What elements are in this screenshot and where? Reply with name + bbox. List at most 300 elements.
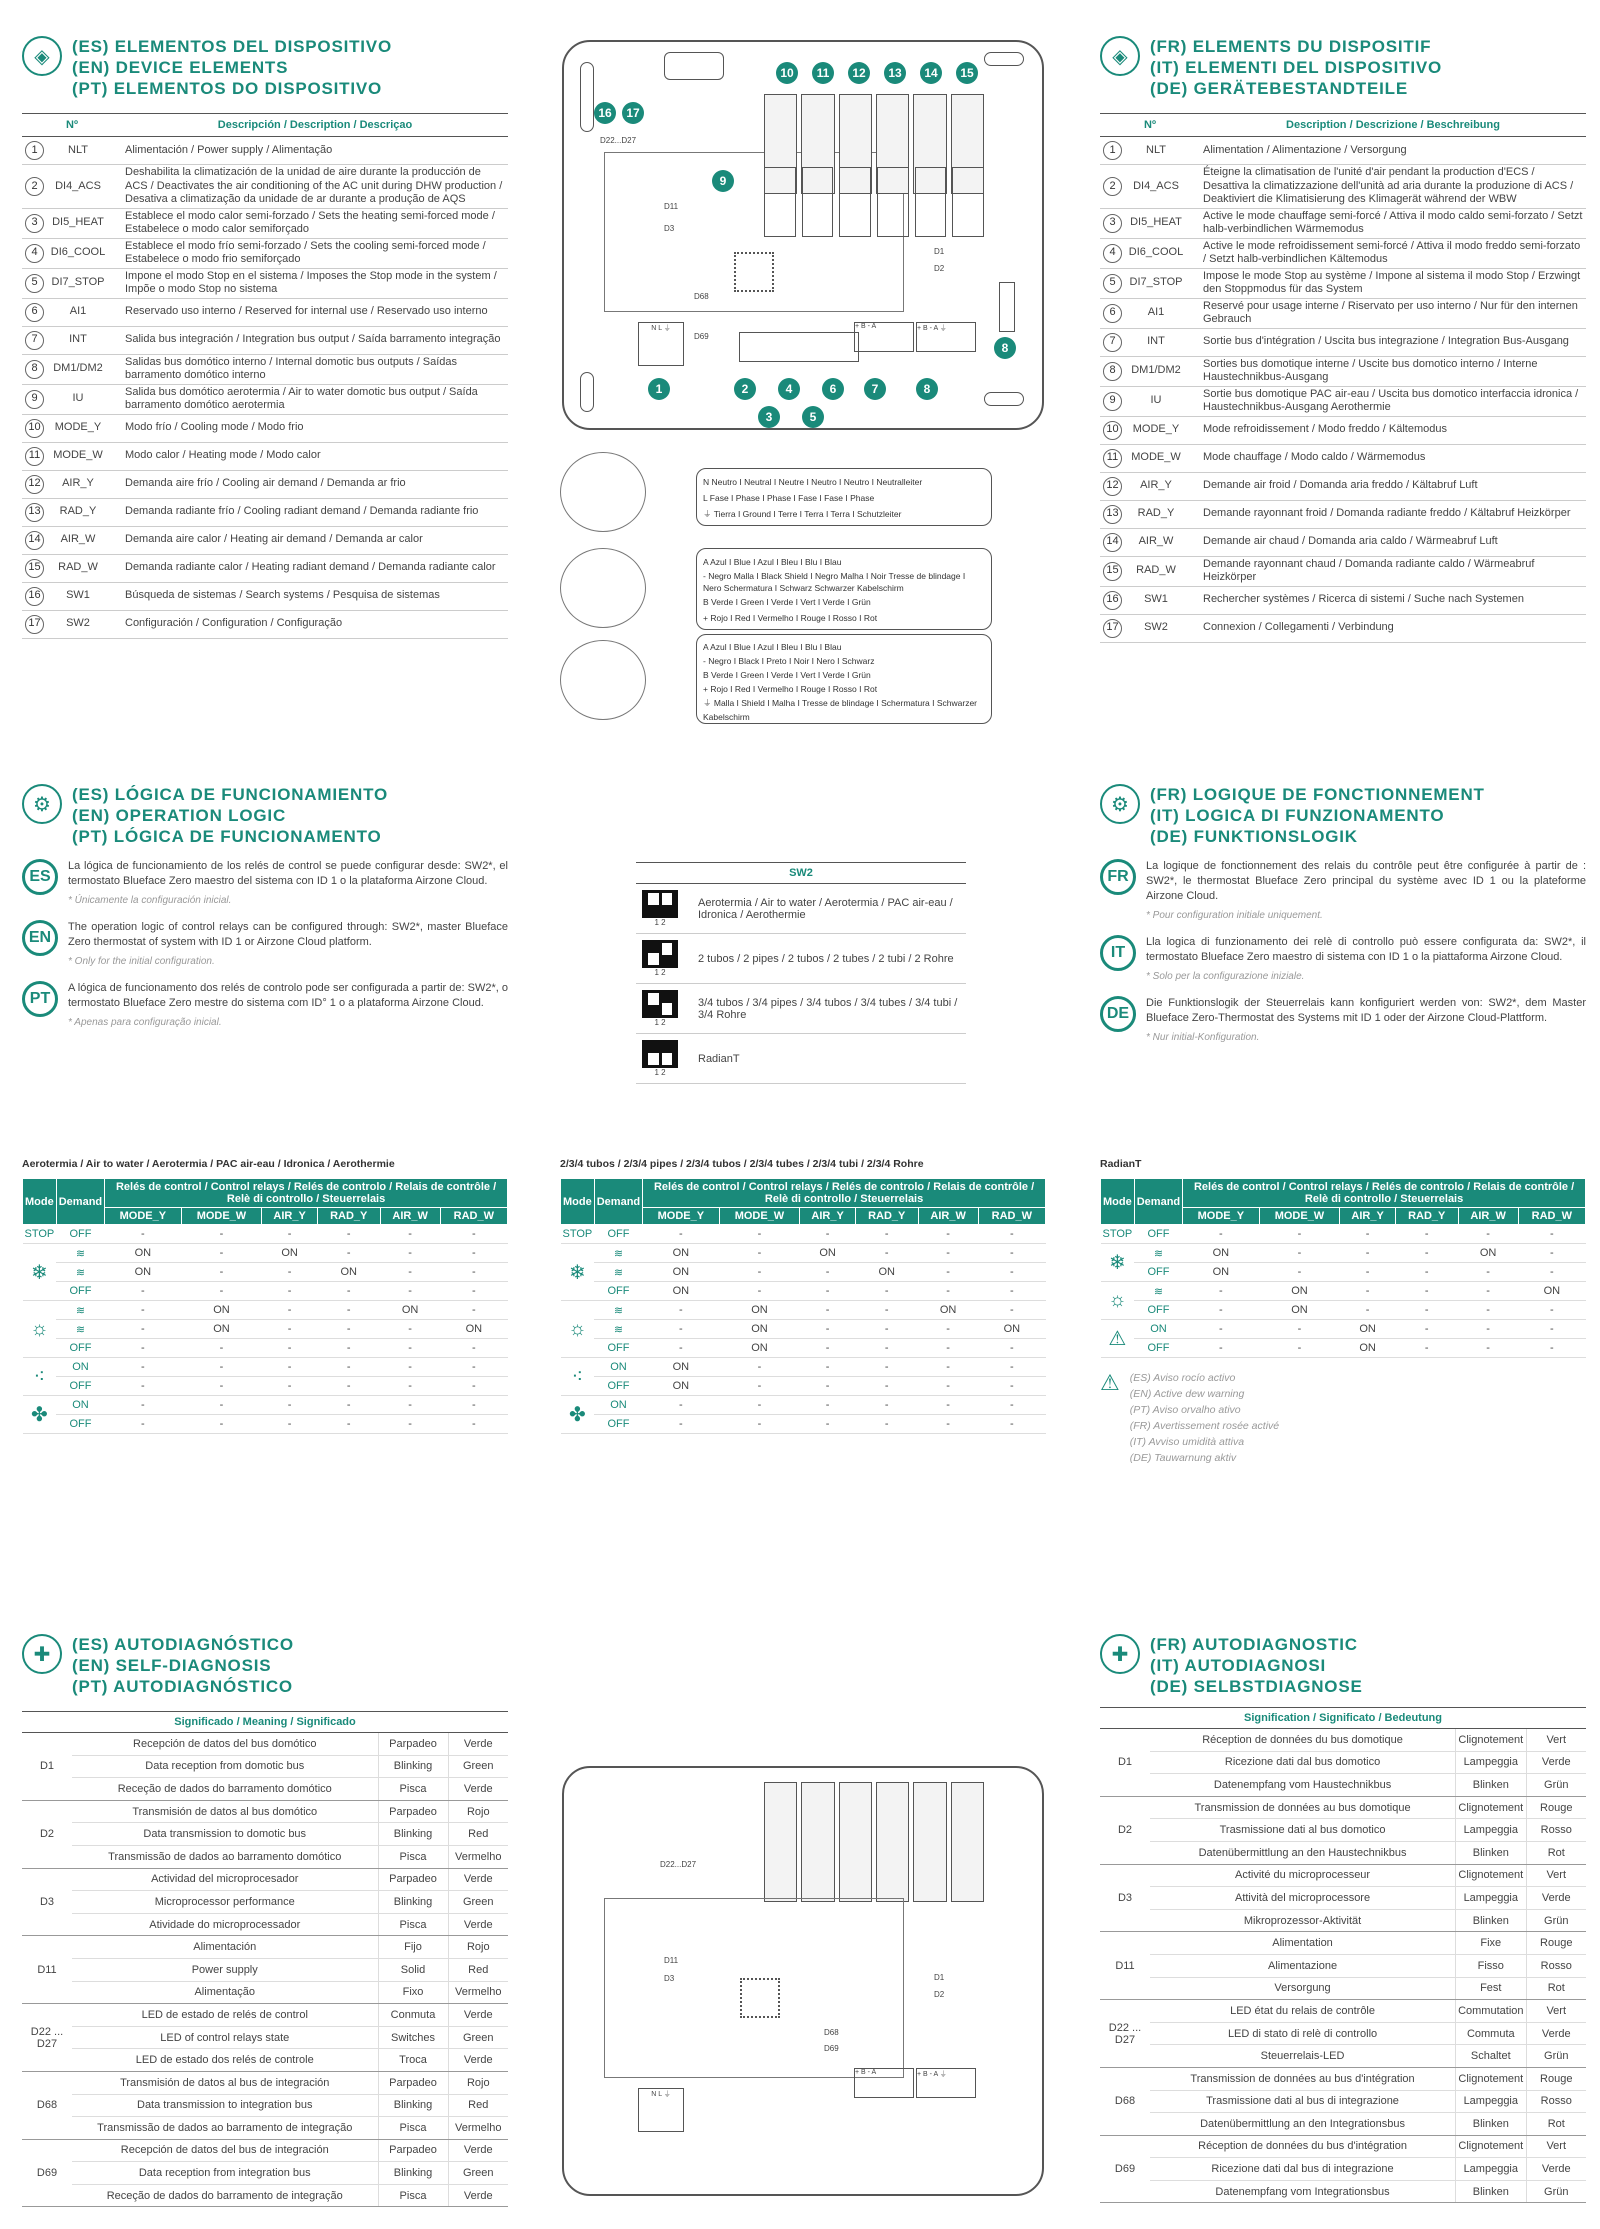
table-row <box>1100 328 1586 356</box>
relay-cell: - <box>262 1282 318 1301</box>
relay-cell: - <box>978 1225 1045 1244</box>
element-description: Connexion / Collegamenti / Verbindung <box>1200 614 1586 642</box>
relay-cell: - <box>855 1415 918 1434</box>
relay-cell: - <box>181 1225 262 1244</box>
board-slot <box>984 52 1024 66</box>
element-description: Establece el modo frío semi-forzado / Sets the cooling semi-forced mode / Estabelece o modo frio semiforçado <box>122 238 508 268</box>
paragraph-text: The operation logic of control relays can be configured through: SW2*, master Blueface Zero thermostat of system with ID 1 or Airzone Cloud platform. <box>68 921 508 948</box>
int-terminal: + B - A <box>854 2068 914 2098</box>
relay-cell: - <box>643 1320 719 1339</box>
logic-paragraph <box>1100 859 1586 921</box>
table-row <box>22 1823 508 1846</box>
relay-cell: - <box>855 1358 918 1377</box>
element-code: INT <box>1147 335 1165 348</box>
device-table <box>22 113 508 639</box>
meaning: Versorgung <box>1150 1977 1456 2000</box>
relay-cell: - <box>800 1225 856 1244</box>
table-row <box>22 554 508 582</box>
color: Rouge <box>1526 1796 1586 1819</box>
table-row <box>22 1958 508 1981</box>
sw2-row <box>636 884 966 934</box>
callout-5: 5 <box>802 406 824 428</box>
table-row <box>22 1981 508 2004</box>
meaning: Alimentazione <box>1150 1954 1456 1977</box>
table-row <box>22 354 508 384</box>
relay-table <box>1100 1178 1586 1358</box>
color: Vert <box>1526 1729 1586 1752</box>
element-description: Demande rayonnant froid / Domanda radiante freddo / Kältabruf Heizkörper <box>1200 500 1586 528</box>
meaning: Atividade do microprocessador <box>72 1913 378 1936</box>
iu-terminal <box>999 282 1015 332</box>
led-label: D22...D27 <box>660 1860 697 1869</box>
color: Green <box>448 2026 508 2049</box>
relay-cell: - <box>918 1377 978 1396</box>
state: Blinking <box>378 1891 448 1914</box>
relay-cell: - <box>317 1225 380 1244</box>
state: Fixe <box>1456 1932 1526 1955</box>
element-description: Modo calor / Heating mode / Modo calor <box>122 442 508 470</box>
warning-icon: ⚠ <box>1108 1328 1127 1350</box>
callout-15: 15 <box>956 62 978 84</box>
color: Rouge <box>1526 2067 1586 2090</box>
logic-paragraph <box>1100 996 1586 1043</box>
col-relay: AIR_Y <box>1340 1208 1396 1225</box>
table-row <box>22 2117 508 2140</box>
table-row <box>23 1339 508 1358</box>
sw2-row <box>636 1034 966 1084</box>
color: Verde <box>448 2049 508 2072</box>
relay-cell: - <box>855 1225 918 1244</box>
relay-cell: ON <box>1259 1301 1340 1320</box>
state: Parpadeo <box>378 1733 448 1756</box>
state: Troca <box>378 2049 448 2072</box>
dew-icon: ⁖ <box>33 1366 46 1388</box>
relay-cell: - <box>317 1396 380 1415</box>
device-table <box>1100 113 1586 643</box>
relay-cell: - <box>1340 1263 1396 1282</box>
element-code: RAD_Y <box>1137 507 1175 520</box>
relay-cell: - <box>719 1358 800 1377</box>
row-number: 14 <box>25 531 44 550</box>
relay-table <box>560 1178 1046 1434</box>
state: Clignotement <box>1456 2067 1526 2090</box>
meaning: Trasmissione dati al bus di integrazione <box>1150 2090 1456 2113</box>
mode-stop: STOP <box>23 1225 57 1244</box>
col-relay: AIR_W <box>918 1208 978 1225</box>
state: Parpadeo <box>378 1868 448 1891</box>
diag-head: Signification / Significato / Bedeutung <box>1100 1708 1586 1729</box>
row-number: 7 <box>1103 333 1122 352</box>
meaning: Ricezione dati dal bus di integrazione <box>1150 2158 1456 2181</box>
element-description: Salida bus integración / Integration bus output / Saída barramento integração <box>122 326 508 354</box>
mode-stop: STOP <box>1101 1225 1135 1244</box>
relay-cell: - <box>1395 1225 1458 1244</box>
table-row <box>1100 1864 1586 1887</box>
footnote: * Only for the initial configuration. <box>68 956 215 967</box>
relay-cell: - <box>719 1415 800 1434</box>
relay-cell: - <box>978 1377 1045 1396</box>
state: Clignotement <box>1456 1796 1526 1819</box>
footnote: * Pour configuration initiale uniquement. <box>1146 910 1323 921</box>
relay-table <box>22 1178 508 1434</box>
row-number: 7 <box>25 331 44 350</box>
board-slot <box>580 372 594 412</box>
relay-cell: - <box>317 1282 380 1301</box>
element-description: Demanda aire frío / Cooling air demand / Demanda ar frio <box>122 470 508 498</box>
color: Rosso <box>1526 1954 1586 1977</box>
title-line: (FR) AUTODIAGNOSTIC <box>1150 1635 1358 1654</box>
row-number: 9 <box>25 390 44 409</box>
element-description: Sorties bus domotique interne / Uscite bus domotico interno / Interne Haustechnikbus-Ausgang <box>1200 356 1586 386</box>
row-number: 4 <box>25 244 44 263</box>
color: Vermelho <box>448 1981 508 2004</box>
dip-switch-label: 1 2 <box>654 968 666 977</box>
table-row <box>1100 1796 1586 1819</box>
element-description: Demanda radiante frío / Cooling radiant demand / Demanda radiante frio <box>122 498 508 526</box>
element-code: AIR_W <box>60 533 96 546</box>
relay-cell: - <box>1183 1301 1259 1320</box>
relay-cell: - <box>1395 1263 1458 1282</box>
meaning: Receção de dados do barramento de integração <box>72 2184 378 2207</box>
chip <box>740 1978 780 2018</box>
relay-cell: - <box>1458 1320 1518 1339</box>
state: Fixo <box>378 1981 448 2004</box>
table-row <box>22 208 508 238</box>
relay-cell: - <box>918 1415 978 1434</box>
demand-icon: ≋ <box>1153 1285 1164 1298</box>
callout-17: 17 <box>622 102 644 124</box>
color: Verde <box>448 1868 508 1891</box>
table-row <box>561 1244 1046 1263</box>
dew-icon: ⁖ <box>571 1366 584 1388</box>
relay-cell: - <box>1458 1263 1518 1282</box>
table-row <box>23 1358 508 1377</box>
row-number: 16 <box>25 587 44 606</box>
table-row <box>22 414 508 442</box>
relay-cell: - <box>262 1301 318 1320</box>
element-description: Búsqueda de sistemas / Search systems / Pesquisa de sistemas <box>122 582 508 610</box>
led-label: D2 <box>934 1990 945 1999</box>
led-id: D3 <box>1100 1864 1150 1932</box>
color: Green <box>448 1891 508 1914</box>
paragraph-text: Die Funktionslogik der Steuerrelais kann konfiguriert werden von: SW2*, dem Master Blueface Zero-Thermostat des Systems mit ID 1 oder der Airzone Cloud-Plattform. <box>1146 997 1586 1024</box>
table-row <box>561 1396 1046 1415</box>
led-id: D69 <box>1100 2135 1150 2203</box>
element-description: Alimentación / Power supply / Alimentação <box>122 137 508 165</box>
col-relay: AIR_W <box>380 1208 440 1225</box>
relay-cell: - <box>978 1244 1045 1263</box>
relay-cell: - <box>1458 1225 1518 1244</box>
col-mode: Mode <box>1101 1179 1135 1225</box>
color: Grün <box>1526 2180 1586 2203</box>
element-description: Reservé pour usage interne / Riservato per uso interno / Nur für den internen Gebrauch <box>1200 298 1586 328</box>
row-number: 3 <box>25 214 44 233</box>
relay-cell: - <box>918 1263 978 1282</box>
table-row <box>22 326 508 354</box>
meaning: LED état du relais de contrôle <box>1150 2000 1456 2023</box>
table-row <box>1101 1339 1586 1358</box>
col-mode: Mode <box>561 1179 595 1225</box>
relay-cell: ON <box>918 1301 978 1320</box>
meaning: Microprocessor performance <box>72 1891 378 1914</box>
relay-cell: - <box>800 1396 856 1415</box>
table-row <box>1101 1301 1586 1320</box>
callout-9: 9 <box>712 170 734 192</box>
relay-cell: - <box>105 1282 181 1301</box>
relay-cell: - <box>440 1263 507 1282</box>
table-row <box>22 238 508 268</box>
table-row <box>22 610 508 638</box>
relay-cell: - <box>855 1320 918 1339</box>
title-line: (DE) FUNKTIONSLOGIK <box>1150 827 1358 846</box>
relay-cell: - <box>978 1358 1045 1377</box>
table-row <box>1100 2090 1586 2113</box>
color: Rosso <box>1526 2090 1586 2113</box>
demand-cell: OFF <box>594 1415 642 1434</box>
relay-cell: - <box>105 1320 181 1339</box>
meaning: LED de estado de relés de control <box>72 2004 378 2027</box>
demand-icon: ≋ <box>75 1247 86 1260</box>
relay-cell: - <box>440 1244 507 1263</box>
relay-cell: ON <box>719 1339 800 1358</box>
relay-cell: - <box>440 1225 507 1244</box>
table-row <box>1100 386 1586 416</box>
footnote: * Únicamente la configuración inicial. <box>68 895 232 906</box>
relay-cell: - <box>105 1358 181 1377</box>
element-code: MODE_Y <box>54 421 102 434</box>
dm-terminal: + B - A ⏚ <box>916 2068 976 2098</box>
meaning: Data reception from domotic bus <box>72 1755 378 1778</box>
meaning: Datenübermittlung an den Haustechnikbus <box>1150 1841 1456 1864</box>
relay-cell: - <box>855 1301 918 1320</box>
paragraph-text: La lógica de funcionamiento de los relés de control se puede configurar desde: SW2*, el termostato Blueface Zero maestro del sistema con ID 1 o la plataforma Airzone Cloud. <box>68 860 508 887</box>
relay-cell: - <box>380 1320 440 1339</box>
sun-icon: ☼ <box>1108 1289 1127 1311</box>
table-row <box>1100 165 1586 209</box>
col-n: Nº <box>1100 114 1200 137</box>
led-id: D69 <box>22 2139 72 2207</box>
callout-3: 3 <box>758 406 780 428</box>
table-row <box>561 1301 1046 1320</box>
state: Pisca <box>378 1845 448 1868</box>
element-description: Rechercher systèmes / Ricerca di sistemi / Suche nach Systemen <box>1200 586 1586 614</box>
element-code: DI5_HEAT <box>1130 216 1182 229</box>
demand-cell: ON <box>594 1396 642 1415</box>
language-badge: EN <box>22 920 58 956</box>
relay-cell: - <box>1340 1301 1396 1320</box>
color: Rojo <box>448 1936 508 1959</box>
language-badge: DE <box>1100 996 1136 1032</box>
relay-cell: - <box>1458 1339 1518 1358</box>
element-description: Mode chauffage / Modo caldo / Wärmemodus <box>1200 444 1586 472</box>
meaning: Steuerrelais-LED <box>1150 2045 1456 2068</box>
led-label: D69 <box>694 332 709 341</box>
state: Blinken <box>1456 2180 1526 2203</box>
relay-cell: - <box>918 1282 978 1301</box>
operation-logic-es <box>22 784 508 1042</box>
relay-cell: ON <box>1183 1244 1259 1263</box>
element-code: NLT <box>1146 143 1166 156</box>
paragraph-text: A lógica de funcionamento dos relés de controlo pode ser configurada a partir de: SW2*, o termostato Blueface Zero mestre do sistema com ID° 1 o a plataforma Airzone Cloud. <box>68 982 508 1009</box>
relay-cell: - <box>262 1415 318 1434</box>
language-badge: IT <box>1100 935 1136 971</box>
meaning: Transmisión de datos al bus de integración <box>72 2071 378 2094</box>
title-line: (ES) AUTODIAGNÓSTICO <box>72 1635 294 1654</box>
relay-cell: - <box>440 1415 507 1434</box>
relay-cell: - <box>440 1377 507 1396</box>
table-row <box>22 498 508 526</box>
relay-cell: - <box>643 1396 719 1415</box>
element-code: DI6_COOL <box>50 246 106 259</box>
relay-table-radiant <box>1100 1158 1586 1466</box>
element-code: AI1 <box>69 305 87 318</box>
color: Vert <box>1526 1864 1586 1887</box>
relay-cell: - <box>1259 1263 1340 1282</box>
demand-cell: OFF <box>594 1377 642 1396</box>
table-row <box>1100 1887 1586 1910</box>
relay-cell: - <box>855 1339 918 1358</box>
table-row <box>1101 1244 1586 1263</box>
demand-cell <box>594 1244 642 1263</box>
row-number: 2 <box>25 177 44 196</box>
demand-cell: OFF <box>56 1225 104 1244</box>
footnote: * Solo per la configurazione iniziale. <box>1146 971 1305 982</box>
col-demand: Demand <box>1134 1179 1182 1225</box>
relay-cell: - <box>262 1377 318 1396</box>
meaning: Transmissão de dados ao barramento domótico <box>72 1845 378 1868</box>
relay-cell: - <box>1259 1320 1340 1339</box>
relay-cell: - <box>800 1339 856 1358</box>
relay-cell: - <box>181 1415 262 1434</box>
relay-cell: - <box>978 1415 1045 1434</box>
relay-cell: - <box>800 1377 856 1396</box>
row-number: 8 <box>25 360 44 379</box>
wiring-legend-bus: A Azul I Blue I Azul I Bleu I Blu I Blau - Negro Malla I Black Shield I Negro Malha I Noir Tresse de blindage I Nero Schermatura I Schwarz Schwarzer Kabelschirm B Verde I Green I Verde I Vert I Verde I Grün + Rojo I Red I Vermelho I Rouge I Rosso I Rot <box>696 548 992 630</box>
relay-cell: - <box>181 1282 262 1301</box>
element-code: DM1/DM2 <box>1131 364 1181 377</box>
color: Verde <box>448 2004 508 2027</box>
relay-cell: - <box>1259 1225 1340 1244</box>
meaning: LED di stato di relè di controllo <box>1150 2022 1456 2045</box>
col-desc: Description / Descrizione / Beschreibung <box>1200 114 1586 137</box>
meaning: Data transmission to domotic bus <box>72 1823 378 1846</box>
table-row <box>1100 1729 1586 1752</box>
demand-icon: ≋ <box>75 1266 86 1279</box>
demand-icon: ≋ <box>75 1304 86 1317</box>
table-row <box>22 1891 508 1914</box>
relay-cell: - <box>317 1358 380 1377</box>
relay-cell: - <box>262 1358 318 1377</box>
meaning: Activité du microprocesseur <box>1150 1864 1456 1887</box>
demand-cell <box>594 1301 642 1320</box>
meaning: LED de estado dos relés de controle <box>72 2049 378 2072</box>
table-row <box>1100 2022 1586 2045</box>
relay-cell: ON <box>181 1301 262 1320</box>
table-row <box>23 1244 508 1263</box>
table-row <box>1100 1909 1586 1932</box>
relay-cell: ON <box>440 1320 507 1339</box>
table-row <box>1100 2045 1586 2068</box>
demand-cell <box>56 1320 104 1339</box>
paragraph-text: Lla logica di funzionamento dei relè di controllo può essere configurata da: SW2*, il termostato Blueface Zero maestro di sistema con ID 1 o la piattaforma Airzone Cloud. <box>1146 936 1586 963</box>
diagnosis-icon: ✚ <box>1100 1634 1140 1674</box>
table-row <box>22 384 508 414</box>
led-label: D69 <box>824 2044 839 2053</box>
color: Red <box>448 1823 508 1846</box>
controller-board-diagram-bottom <box>562 1766 1044 2196</box>
relay-cell: - <box>380 1282 440 1301</box>
color: Rojo <box>448 1800 508 1823</box>
settings-sliders-icon: ⚙ <box>22 784 62 824</box>
element-description: Modo frío / Cooling mode / Modo frio <box>122 414 508 442</box>
title-line: (IT) LOGICA DI FUNZIONAMENTO <box>1150 806 1445 825</box>
color: Verde <box>448 1913 508 1936</box>
relay-cell: - <box>440 1358 507 1377</box>
meaning: Attività del microprocessore <box>1150 1887 1456 1910</box>
table-row <box>1100 2000 1586 2023</box>
relay-cell: - <box>105 1301 181 1320</box>
table-row <box>1100 268 1586 298</box>
row-number: 5 <box>25 274 44 293</box>
device-elements-fr <box>1100 36 1586 643</box>
demand-cell: OFF <box>56 1339 104 1358</box>
dip-switch-icon <box>642 1040 678 1068</box>
settings-sliders-icon: ⚙ <box>1100 784 1140 824</box>
color: Verde <box>448 1778 508 1801</box>
table-row <box>23 1396 508 1415</box>
relay-cell: - <box>440 1301 507 1320</box>
relay-cell: ON <box>719 1320 800 1339</box>
relay-cell: - <box>918 1339 978 1358</box>
led-label: D68 <box>694 292 709 301</box>
meaning: Alimentação <box>72 1981 378 2004</box>
state: Conmuta <box>378 2004 448 2027</box>
power-terminal: N L ⏚ <box>638 2088 684 2132</box>
state: Blinken <box>1456 1909 1526 1932</box>
table-row <box>1100 2180 1586 2203</box>
element-description: Deshabilita la climatización de la unidad de aire durante la producción de ACS / Deactivates the air conditioning of the AC unit during DHW production / Desativa a climatização da unidade de ar durante a produção de AQS <box>122 165 508 209</box>
relay-cell: - <box>1183 1339 1259 1358</box>
demand-cell: OFF <box>1134 1339 1182 1358</box>
callout-7: 7 <box>864 378 886 400</box>
element-description: Salidas bus domótico interno / Internal domotic bus outputs / Saídas barramento domótico interno <box>122 354 508 384</box>
relay-cell: - <box>1259 1244 1340 1263</box>
relay-cell: - <box>440 1339 507 1358</box>
language-badge: PT <box>22 981 58 1017</box>
relays <box>764 167 984 237</box>
table-row <box>22 470 508 498</box>
table-row <box>22 2162 508 2185</box>
col-relay: MODE_Y <box>1183 1208 1259 1225</box>
relay-cell: - <box>719 1225 800 1244</box>
row-number: 1 <box>1103 141 1122 160</box>
connector-dm-image <box>560 640 646 720</box>
table-row <box>23 1263 508 1282</box>
relay-cell: ON <box>643 1244 719 1263</box>
relay-cell: - <box>918 1358 978 1377</box>
element-code: MODE_W <box>53 449 103 462</box>
relay-cell: - <box>1340 1225 1396 1244</box>
element-code: AI1 <box>1147 306 1165 319</box>
relay-cell: - <box>262 1339 318 1358</box>
led-label: D1 <box>934 1973 945 1982</box>
relay-cell: - <box>1518 1301 1585 1320</box>
title-line: (FR) ELEMENTS DU DISPOSITIF <box>1150 37 1432 56</box>
callout-11: 11 <box>812 62 834 84</box>
element-code: DI4_ACS <box>1133 179 1179 192</box>
row-number: 13 <box>1103 505 1122 524</box>
meaning: Alimentation <box>1150 1932 1456 1955</box>
